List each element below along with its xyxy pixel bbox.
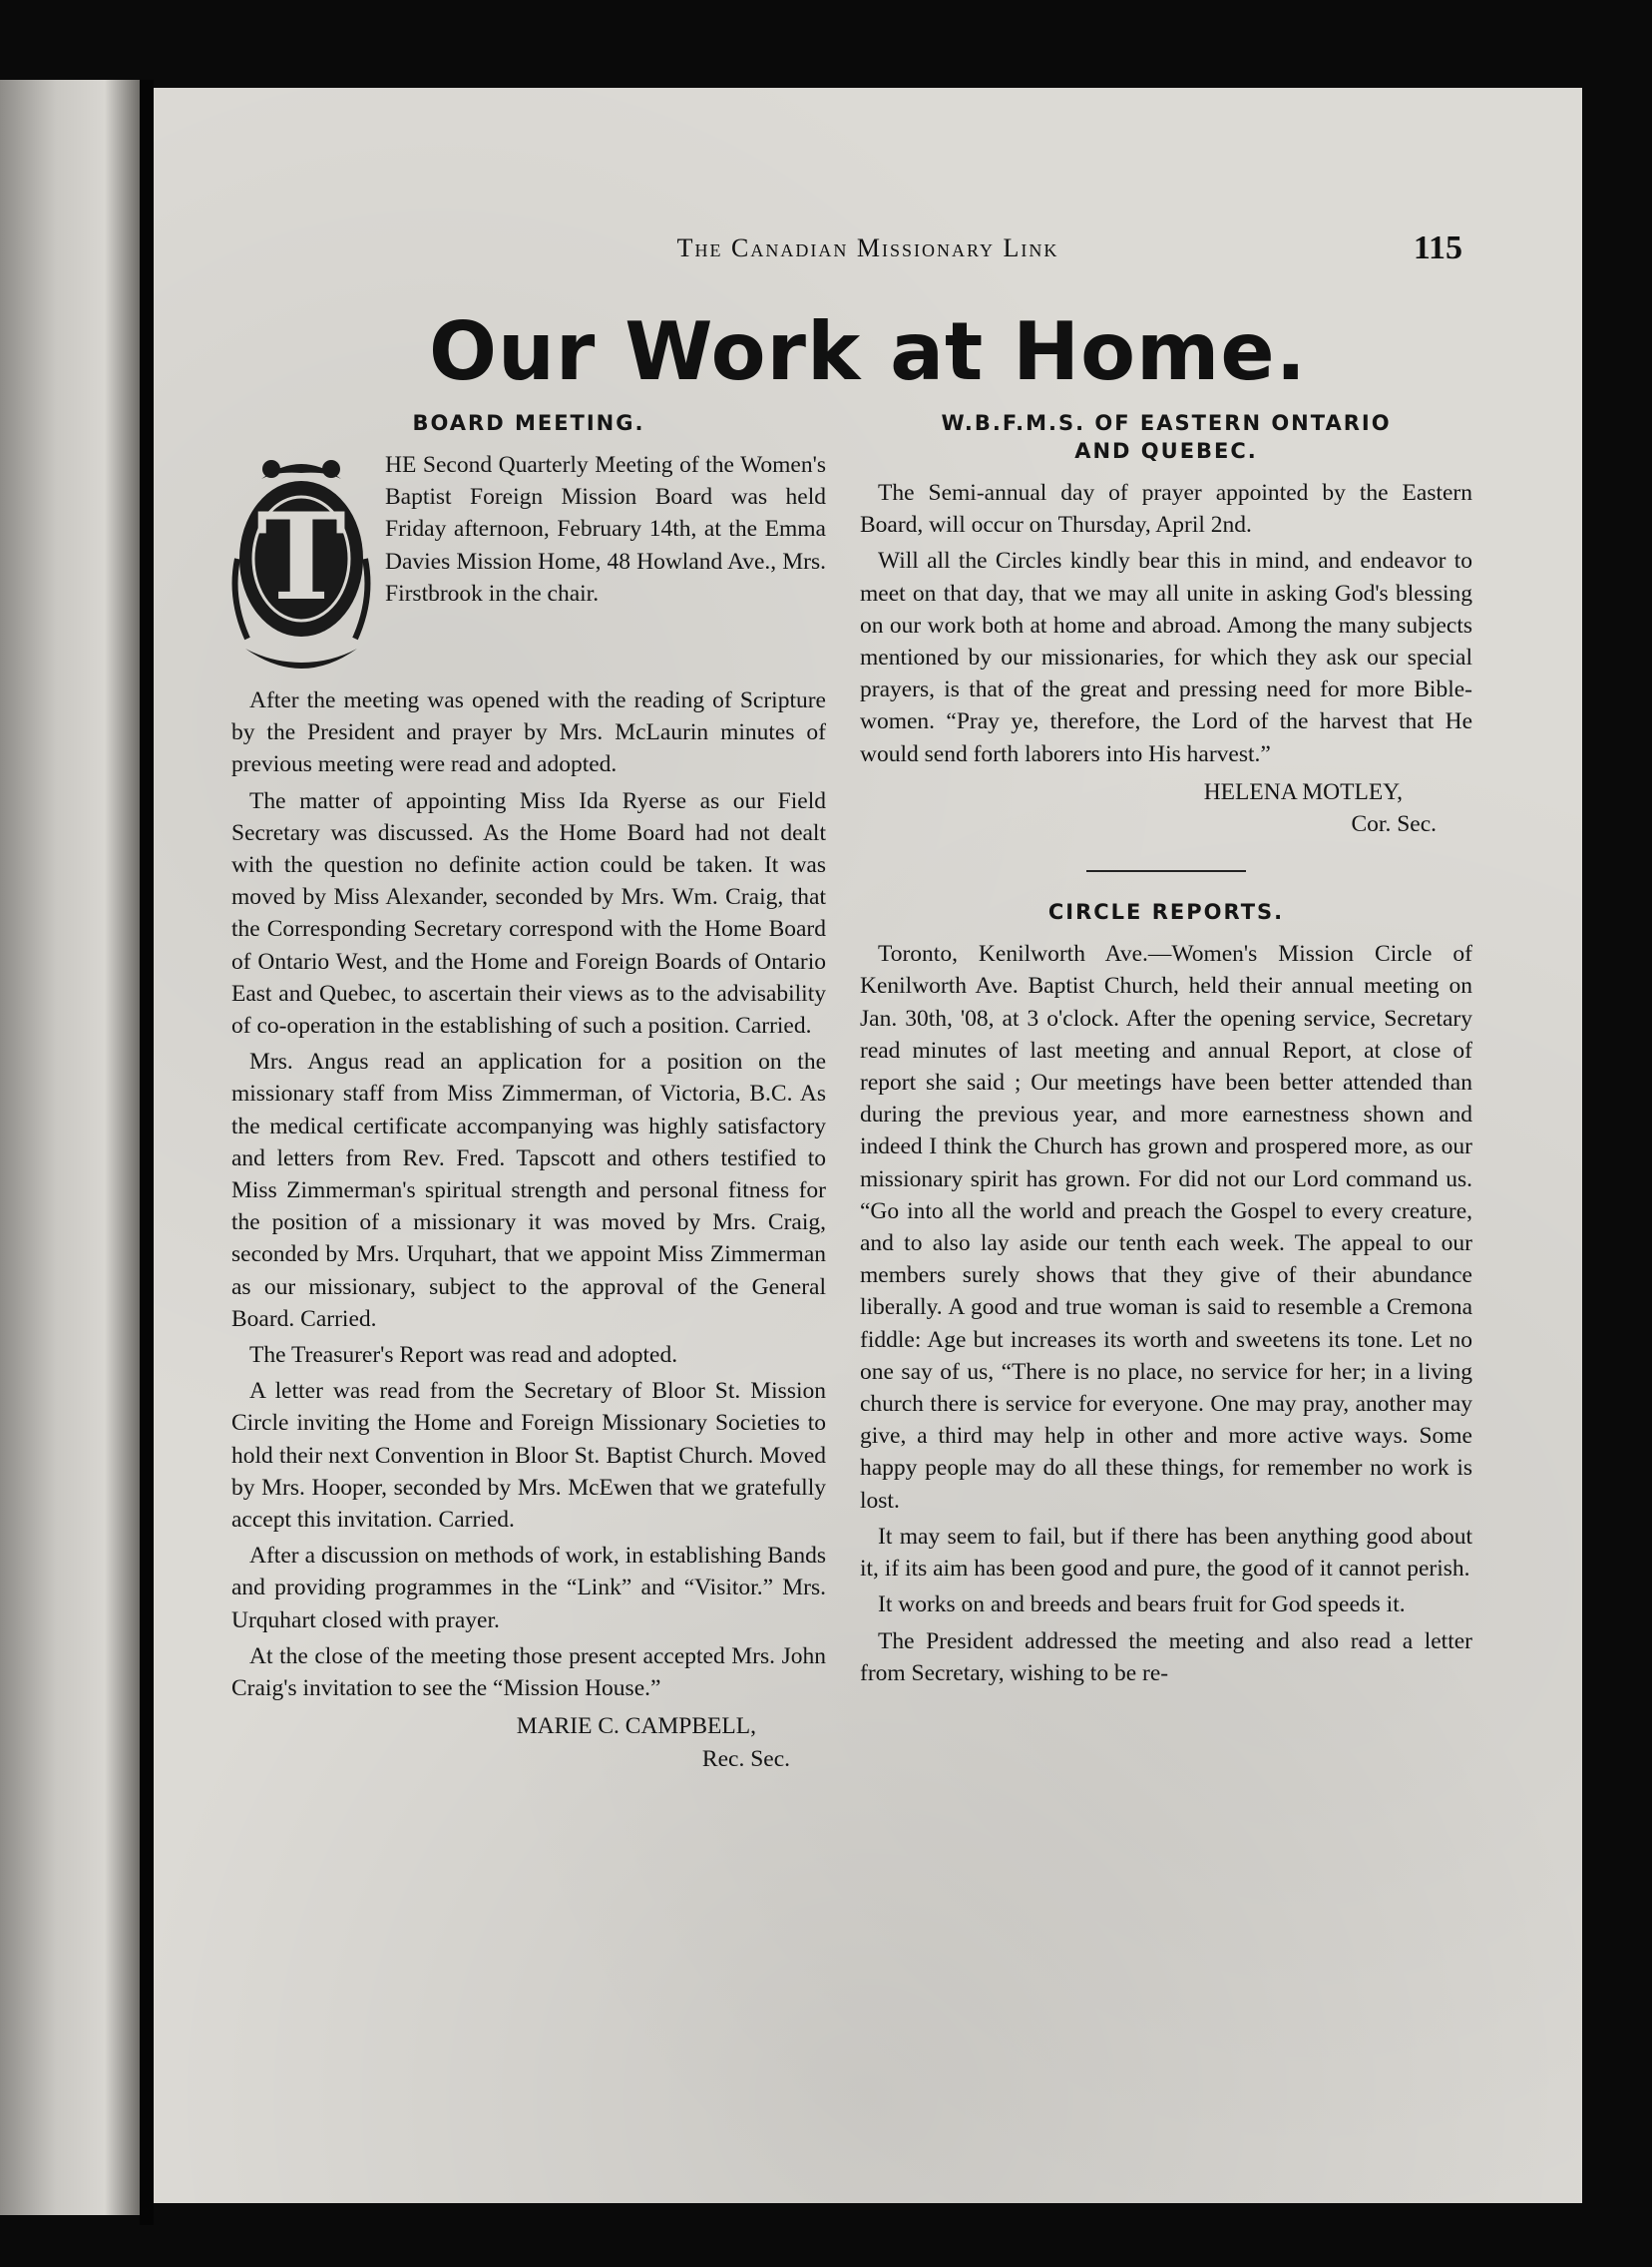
circle-paragraph-4: The President addressed the meeting and also read a letter from Secretary, wishing to be re- <box>860 1627 1472 1686</box>
board-paragraph-3: The matter of appointing Miss Ida Ryerse as our Field Secretary was discussed. As the Home Board had not dealt with the question no definite action could be taken. It was moved by Miss Alexander, seconded by Mrs. Wm. Craig, that the Corresponding Secretary correspond with the Home Board of Ontario West, and the Home and Foreign Boards of Ontario East and Quebec, to ascertain their views as to the advisability of co-operation in the establishing of such a position. Carried. <box>231 787 826 1040</box>
board-meeting-heading: BOARD MEETING. <box>412 411 645 435</box>
book-binding <box>140 80 154 2225</box>
wbfms-heading-line2: AND QUEBEC. <box>1074 439 1258 463</box>
running-title: The Canadian Missionary Link <box>676 233 1059 262</box>
board-paragraph-6: A letter was read from the Secretary of Bloor St. Mission Circle inviting the Home and Foreign Missionary Societies to hold their next Convention in Bloor St. Baptist Church. Moved by Mrs. Hooper, seconded by Mrs. McEwen that we gratefully accept this invitation. Carried. <box>231 1378 826 1534</box>
board-signature-name: MARIE C. CAMPBELL, <box>516 1713 756 1740</box>
board-paragraph-4: Mrs. Angus read an application for a position on the missionary staff from Miss Zimmerman, of Victoria, B.C. As the medical certificate accompanying was highly satisfactory and letters from Rev. Fred. Tapscott and others testified to Miss Zimmerman's spiritual strength and personal fitness for the position of a missionary it was moved by Mrs. Craig, seconded by Mrs. Urquhart, that we appoint Miss Zimmerman as our missionary, subject to the approval of the General Board. Carried. <box>231 1049 826 1332</box>
board-paragraph-2: After the meeting was opened with the reading of Scripture by the President and prayer by Mrs. McLaurin minutes of previous meeting were read and adopted. <box>231 687 826 778</box>
right-column <box>860 409 1472 1693</box>
drop-cap-letter: T <box>256 487 346 628</box>
board-paragraph-8: At the close of the meeting those present accepted Mrs. John Craig's invitation to see the “Mission House.” <box>231 1642 826 1702</box>
left-column <box>231 409 826 1775</box>
board-paragraph-5: The Treasurer's Report was read and adopted. <box>249 1342 678 1369</box>
wbfms-signature-name: HELENA MOTLEY, <box>1203 778 1403 805</box>
wbfms-paragraph-1: The Semi-annual day of prayer appointed by the Eastern Board, will occur on Thursday, April 2nd. <box>860 480 1472 539</box>
wbfms-signature-title: Cor. Sec. <box>1351 811 1437 838</box>
circle-paragraph-1: Toronto, Kenilworth Ave.—Women's Mission Circle of Kenilworth Ave. Baptist Church, held their annual meeting on Jan. 30th, '08, at 3 o'clock. After the opening service, Secretary read minutes of last meeting and annual Report, at close of report she said ; Our meetings have been better attended than during the previous year, and more earnestness shown and indeed I think the Church has grown and prospered more, as our missionary spirit has grown. For did not our Lord command us. “Go into all the world and preach the Gospel to every creature, and to also lay aside our tenth each week. The appeal to our members surely shows that they give of their abundance liberally. A good and true woman is said to resemble a Cremona fiddle: Age but increases its worth and sweetens its tone. Let no one say of us, “There is no place, no service for her; in a living church there is service for everyone. One may pray, another may give, a third may help in other and more active ways. Some happy people may do all these things, for remember no work is lost. <box>860 941 1472 1514</box>
board-paragraph-1: HE Second Quarterly Meeting of the Women's Baptist Foreign Mission Board was held Friday afternoon, February 14th, at the Emma Davies Mission Home, 48 Howland Ave., Mrs. Firstbrook in the chair. <box>385 452 826 607</box>
circle-paragraph-3: It works on and breeds and bears fruit for God speeds it. <box>878 1591 1406 1618</box>
wbfms-heading-line1: W.B.F.M.S. OF EASTERN ONTARIO <box>941 411 1392 435</box>
board-signature <box>231 1710 826 1774</box>
board-signature-title: Rec. Sec. <box>701 1745 790 1772</box>
circle-reports-heading: CIRCLE REPORTS. <box>1047 900 1285 925</box>
page-title: Our Work at Home. <box>428 305 1308 398</box>
page-number: 115 <box>1413 229 1462 266</box>
wbfms-paragraph-2: Will all the Circles kindly bear this in mind, and endeavor to meet on that day, that we may all unite in asking God's blessing on our work both at home and abroad. Among the many subjects mentioned by our missionaries, for which they ask our special prayers, is that of the great and pressing need for more Bible-women. “Pray ye, therefore, the Lord of the harvest that He would send forth laborers into His harvest.” <box>860 548 1472 767</box>
board-paragraph-7: After a discussion on methods of work, in establishing Bands and providing programmes in the “Link” and “Visitor.” Mrs. Urquhart closed with prayer. <box>231 1543 826 1633</box>
magazine-page <box>154 88 1582 2203</box>
section-divider <box>1086 870 1246 872</box>
wbfms-signature <box>860 776 1472 840</box>
circle-paragraph-2: It may seem to fail, but if there has been anything good about it, if its aim has been good and pure, the good of it cannot perish. <box>860 1523 1472 1583</box>
wbfms-heading <box>860 409 1472 465</box>
ornamental-drop-cap <box>231 449 371 679</box>
left-page-edge <box>0 80 140 2215</box>
